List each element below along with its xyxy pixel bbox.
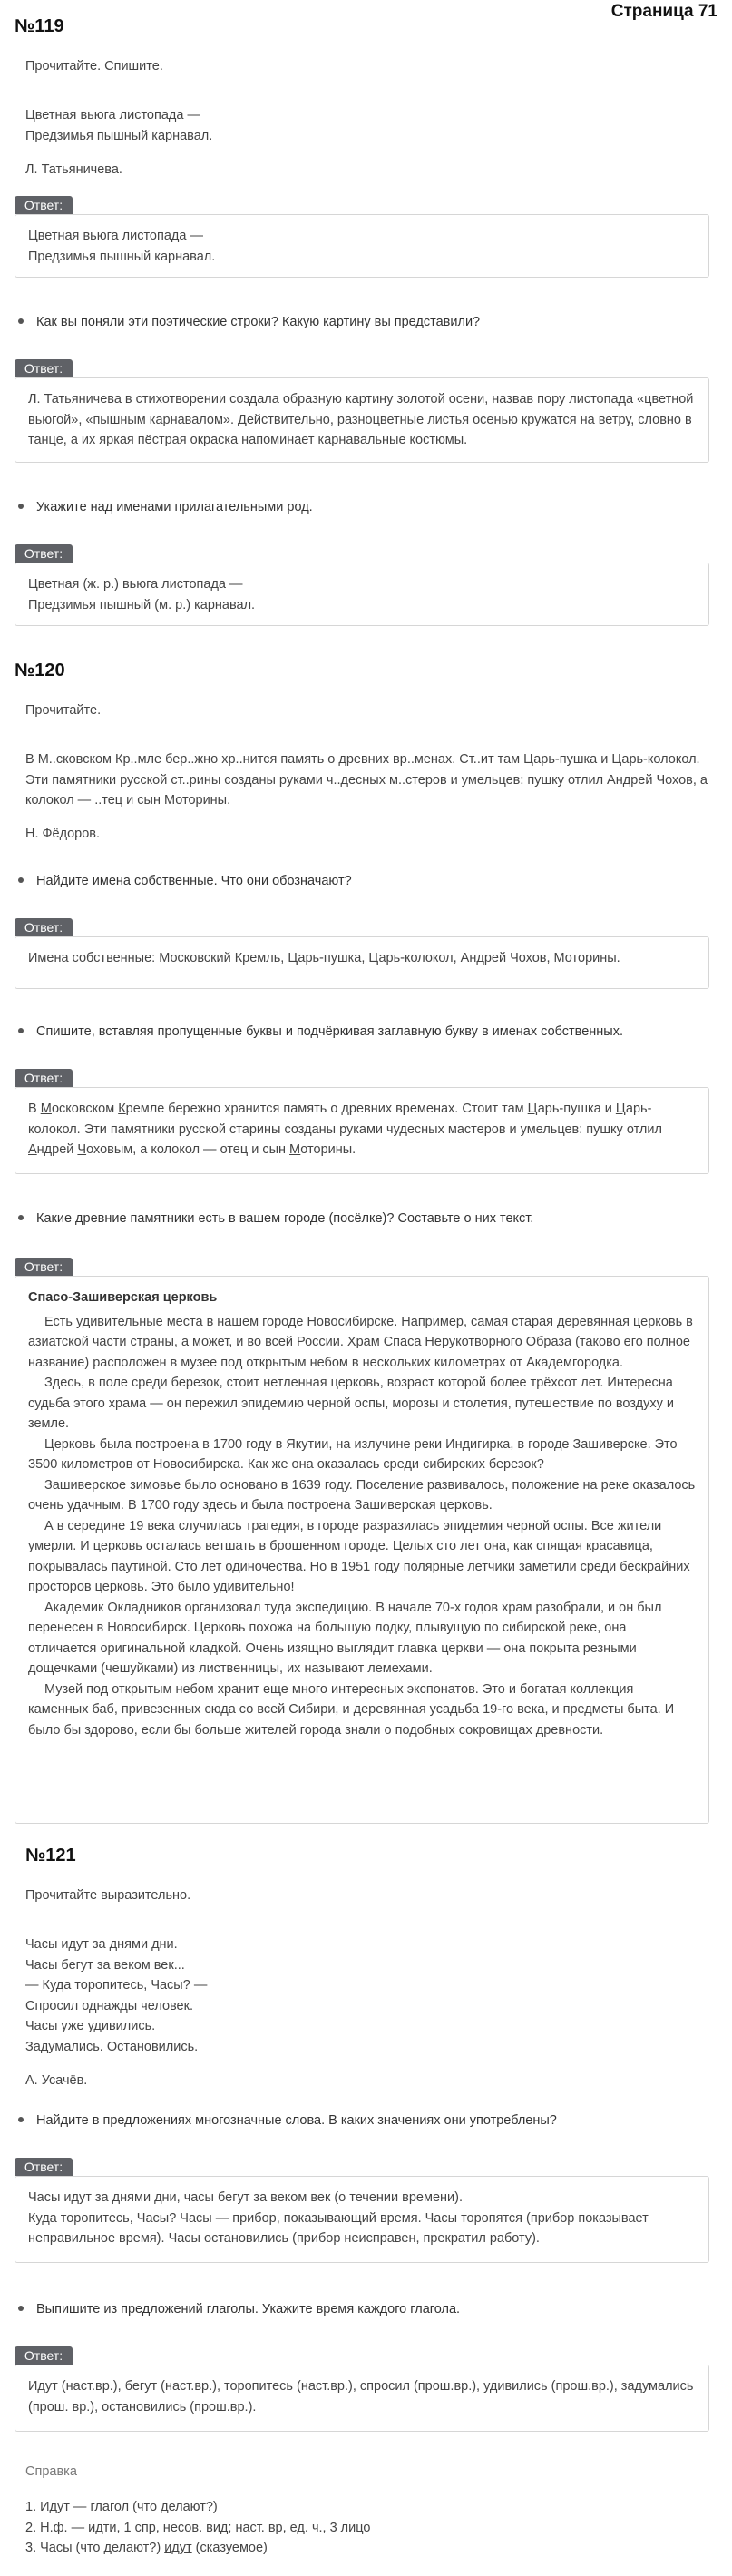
answer-box-120-2: В Московском Кремле бережно хранится память о древних временах. Стоит там Царь-пушка и Царь-колокол. Эти памятники русской старины созданы руками чудесных мастеров и умельцев: пушку отлил Андрей Чоховым, а колокол — отец и сын Моторины. [15, 1087, 709, 1174]
underlined-capital: М [40, 1102, 52, 1116]
page-number: Страница 71 [610, 2, 717, 21]
answer-label: Ответ: [15, 2158, 73, 2176]
reference-list [25, 2497, 370, 2559]
reference-item: 3. Часы (что делают?) идут (сказуемое) [25, 2541, 268, 2555]
answer-box-120-3 [15, 1276, 709, 1824]
answer-label: Ответ: [15, 2346, 73, 2365]
underlined-capital: А [28, 1142, 37, 1157]
bullet-icon [18, 2117, 24, 2122]
exercise-121-question-2: Выпишите из предложений глаголы. Укажите время каждого глагола. [15, 2299, 460, 2319]
reference-item: 2. Н.ф. — идти, 1 спр, несов. вид; наст. вр, ед. ч., 3 лицо [25, 2520, 371, 2535]
bullet-icon [18, 1215, 24, 1220]
exercise-120-author: Н. Фёдоров. [25, 827, 101, 841]
answer-label: Ответ: [15, 1069, 73, 1087]
answer-label: Ответ: [15, 196, 73, 214]
answer-line: Цветная вьюга листопада — [28, 229, 203, 243]
exercise-120-question-2: Спишите, вставляя пропущенные буквы и подчёркивая заглавную букву в именах собственных. [15, 1022, 623, 1042]
answer-label: Ответ: [15, 359, 73, 377]
answer-line: Предзимья пышный карнавал. [28, 249, 216, 264]
bullet-icon [18, 504, 24, 509]
answer-line: Цветная (ж. р.) вьюга листопада — [28, 577, 243, 592]
exercise-120-text: В М..сковском Кр..мле бер..жно хр..нится память о древних вр..менах. Ст..ит там Царь-пушка и Царь-колокол. Эти памятники русской ст..рины созданы руками ч..десных м..стеров и умельцев: пушку отлил Андрей Чохов, а колокол — ..тец и сын Моторины. [25, 752, 708, 808]
story-paragraph: Академик Окладников организовал туда экспедицию. В начале 70-х годов храм разобрали, и он был перенесен в Новосибирск. Церковь похожа на большую лодку, плывущую по сибирской реке, она отличается оригинальной кладкой. Очень изящно выглядит главка церкви — она покрыта резными дощечками (чешуйками) из лиственницы, их называют лемехами. [28, 1600, 662, 1676]
story-paragraph: Есть удивительные места в нашем городе Новосибирске. Например, самая старая деревянная церковь в азиатской части страны, а может, и во всей России. Храм Спаса Нерукотворного Образа (таково его полное название) расположен в музее под открытым небом в нескольких километрах от Академгородка. [28, 1314, 693, 1370]
exercise-121-title: №121 [25, 1846, 76, 1866]
answer-line: Часы идут за днями дни, часы бегут за веком век (о течении времени). [28, 2190, 463, 2205]
answer-box-121-1 [15, 2176, 709, 2263]
exercise-119-poem: Цветная вьюга листопада — Предзимья пышный карнавал. [25, 108, 213, 143]
exercise-119-title: №119 [15, 16, 64, 36]
exercise-120-question-1: Найдите имена собственные. Что они обозначают? [15, 871, 352, 891]
exercise-119-question-2: Как вы поняли эти поэтические строки? Какую картину вы представили? [15, 312, 480, 332]
answer-box-120-1: Имена собственные: Московский Кремль, Царь-пушка, Царь-колокол, Андрей Чохов, Моторины. [15, 936, 709, 989]
answer-line: Предзимья пышный (м. р.) карнавал. [28, 597, 256, 612]
answer-label: Ответ: [15, 918, 73, 936]
exercise-120-question-3: Какие древние памятники есть в вашем городе (посёлке)? Составьте о них текст. [15, 1209, 533, 1229]
underlined-capital: Ч [77, 1142, 87, 1157]
underlined-capital: Ц [615, 1102, 626, 1116]
underlined-capital: М [289, 1142, 301, 1157]
exercise-121-author: А. Усачёв. [25, 2073, 88, 2088]
story-paragraph: А в середине 19 века случилась трагедия, в городе разразилась эпидемия черной оспы. Все жители умерли. И церковь осталась ветшать в брошенном городе. Целых сто лет она, как спящая красавица, покрывалась паутиной. Сто лет одиночества. Но в 1951 году полярные летчики заметили среди бескрайних просторов церковь. Это было удивительно! [28, 1518, 690, 1594]
story-paragraph: Церковь была построена в 1700 году в Якутии, на излучине реки Индигирка, в городе Зашиверске. Это 3500 километров от Новосибирска. Как же она оказалась среди сибирских березок? [28, 1436, 678, 1472]
exercise-119-instruction: Прочитайте. Спишите. [25, 59, 163, 73]
answer-box-121-2: Идут (наст.вр.), бегут (наст.вр.), торопитесь (наст.вр.), спросил (прош.вр.), удивились (прош.вр.), задумались (прош. вр.), остановились (прош.вр.). [15, 2365, 709, 2432]
underlined-capital: К [118, 1102, 126, 1116]
story-paragraph: Здесь, в поле среди березок, стоит нетленная церковь, возраст которой более трёхсот лет. Интересна судьба этого храма — он пережил эпидемию черной оспы, морозы и столетия, путешествие по воздуху и земле. [28, 1376, 674, 1431]
answer-label: Ответ: [15, 1258, 73, 1276]
answer-box-119-3 [15, 563, 709, 626]
reference-title: Справка [25, 2464, 77, 2479]
answer-label: Ответ: [15, 544, 73, 563]
bullet-icon [18, 877, 24, 883]
exercise-121-instruction: Прочитайте выразительно. [25, 1888, 191, 1903]
answer-box-119-2: Л. Татьяничева в стихотворении создала образную картину золотой осени, назвав пору листопада «цветной вьюгой», «пышным карнавалом». Действительно, разноцветные листья осенью кружатся на ветру, словно в танце, а их яркая пёстрая окраска напоминает карнавальные костюмы. [15, 377, 709, 463]
answer-line: Куда торопитесь, Часы? Часы — прибор, показывающий время. Часы торопятся (прибор показывает неправильное время). Часы остановились (прибор неисправен, прекратил работу). [28, 2210, 649, 2246]
story-paragraph: Музей под открытым небом хранит еще много интересных экспонатов. Это и богатая коллекция каменных баб, привезенных сюда со всей Сибири, и деревянная усадьба 19-го века, и предметы быта. И было бы здорово, если бы больше жителей города знали о подобных сокровищах древности. [28, 1681, 675, 1738]
story-paragraph: Зашиверское зимовье было основано в 1639 году. Поселение развивалось, положение на реке оказалось очень удачным. В 1700 году здесь и была построена Зашиверская церковь. [28, 1477, 696, 1513]
exercise-121-question-1: Найдите в предложениях многозначные слова. В каких значениях они употреблены? [15, 2111, 557, 2130]
exercise-120-title: №120 [15, 661, 65, 681]
exercise-119-question-3: Укажите над именами прилагательными род. [15, 497, 313, 517]
answer-box-119-1 [15, 214, 709, 278]
bullet-icon [18, 1028, 24, 1033]
story-title: Спасо-Зашиверская церковь [28, 1290, 218, 1305]
underlined-capital: Ц [527, 1102, 538, 1116]
reference-item: 1. Идут — глагол (что делают?) [25, 2500, 218, 2514]
exercise-120-instruction: Прочитайте. [25, 703, 102, 718]
exercise-119-author: Л. Татьяничева. [25, 162, 122, 177]
bullet-icon [18, 2306, 24, 2311]
exercise-121-poem: Часы идут за днями дни. Часы бегут за веком век... — Куда торопитесь, Часы? — Спросил однажды человек. Часы уже удивились. Задумались. Остановились. [25, 1937, 208, 2054]
bullet-icon [18, 318, 24, 324]
